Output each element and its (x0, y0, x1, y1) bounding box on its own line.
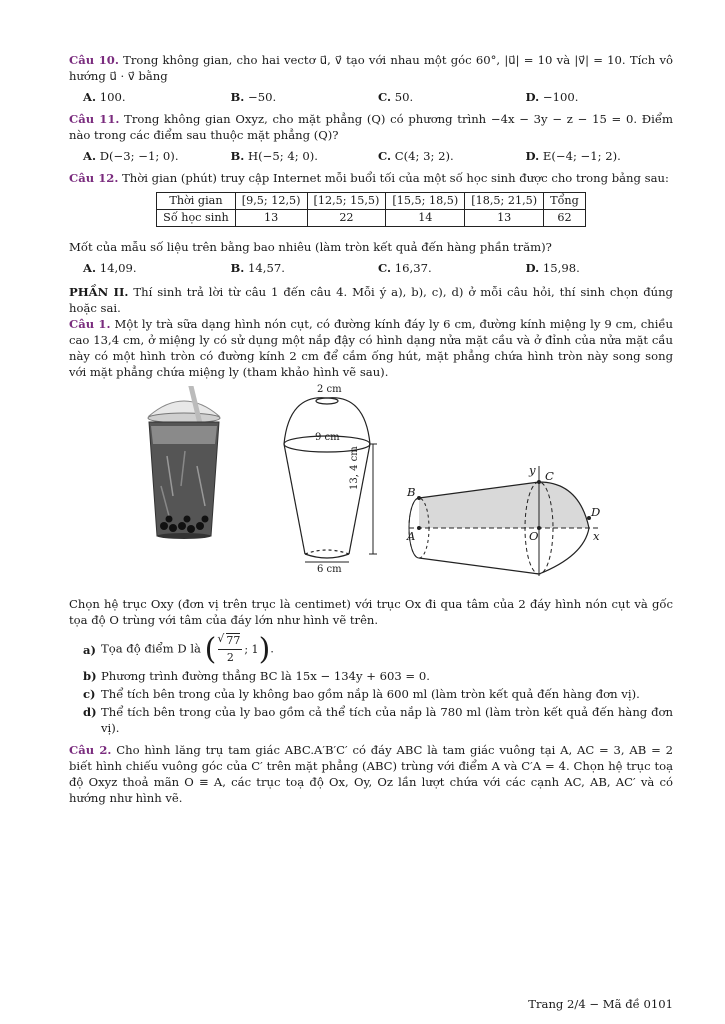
option-a[interactable]: A. 100. (83, 90, 126, 104)
frequency-table (156, 192, 586, 227)
option-d[interactable]: D. E(−4; −1; 2). (525, 149, 621, 163)
mouth-dim-label: 9 cm (315, 432, 340, 443)
table-cell: 14 (386, 210, 465, 227)
point-d-coordinates: ( √ 77 2 ; 1 ) (205, 633, 271, 666)
frequency-table-wrap (69, 192, 673, 227)
table-cell: Thời gian (157, 193, 236, 210)
option-b[interactable]: B. 14,57. (230, 261, 285, 275)
question-c2 (69, 742, 673, 806)
height-dim-label: 13, 4 cm (349, 446, 360, 490)
table-cell: [12,5; 15,5) (307, 193, 386, 210)
statement-b[interactable]: b) Phương trình đường thẳng BC là 15x − 134y + 603 = 0. (83, 669, 430, 683)
question-text: Cho hình lăng trụ tam giác ABC.A′B′C′ có đáy ABC là tam giác vuông tại A, AC = 3, AB = 2 biết hình chiếu vuông góc của C′ trên mặt phẳng (ABC) trùng với điểm A và C′A = 4. Chọn hệ trục toạ độ Oxyz thoả mãn O ≡ A, các trục toạ độ Ox, Oy, Oz lần lượt chứa với các cạnh AC, AB, AC′ và có hướng như hình vẽ. (69, 743, 674, 805)
part-2-intro (69, 284, 673, 316)
option-c[interactable]: C. 50. (378, 90, 414, 104)
question-text: Trong không gian, cho hai vectơ u⃗, v⃗ tạo với nhau một góc 60°, |u⃗| = 10 và |v⃗| = 10. Tích vô hướng u⃗ · v⃗ bằng (69, 53, 673, 83)
question-12-prompt: Mốt của mẫu số liệu trên bằng bao nhiêu (làm tròn kết quả đến hàng phần trăm)? (69, 240, 552, 254)
option-a[interactable]: A. D(−3; −1; 0). (83, 149, 179, 163)
question-text: Trong không gian Oxyz, cho mặt phẳng (Q) có phương trình −4x − 3y − z − 15 = 0. Điểm nào trong các điểm sau thuộc mặt phẳng (Q)? (69, 112, 673, 142)
point-b-label: B (407, 485, 416, 499)
question-label: Câu 12. (69, 171, 119, 185)
statement-a[interactable]: a) Tọa độ điểm D là ( √ 77 2 ; 1 ) . (83, 633, 673, 666)
c1-setup: Chọn hệ trục Oxy (đơn vị trên trục là centimet) với trục Ox đi qua tâm của 2 đáy hình nón cụt và gốc tọa độ O trùng với tâm của đáy lớn như hình vẽ trên. (69, 597, 673, 627)
table-cell: 13 (465, 210, 544, 227)
statement-c[interactable]: c) Thể tích bên trong của ly không bao gồm nắp là 600 ml (làm tròn kết quả đến hàng đơn vị). (83, 687, 640, 701)
table-cell: [15,5; 18,5) (386, 193, 465, 210)
options-11 (69, 148, 673, 164)
exam-page (69, 52, 673, 811)
question-11 (69, 111, 673, 143)
question-label: Câu 1. (69, 317, 111, 331)
question-label: Câu 11. (69, 112, 120, 126)
page-footer: Trang 2/4 − Mã đề 0101 (528, 997, 673, 1011)
table-cell: 13 (235, 210, 307, 227)
option-b[interactable]: B. H(−5; 4; 0). (230, 149, 318, 163)
option-a[interactable]: A. 14,09. (83, 261, 137, 275)
part-intro: Thí sinh trả lời từ câu 1 đến câu 4. Mỗi ý a), b), c), d) ở mỗi câu hỏi, thí sinh chọn đúng hoặc sai. (69, 285, 673, 315)
axis-x-label: x (593, 529, 600, 543)
table-cell: 22 (307, 210, 386, 227)
table-cell: Tổng (544, 193, 586, 210)
table-header-row (157, 193, 586, 210)
point-d-label: D (591, 505, 601, 519)
question-text: Một ly trà sữa dạng hình nón cụt, có đường kính đáy ly 6 cm, đường kính miệng ly 9 cm, chiều cao 13,4 cm, ở miệng ly có sử dụng một nắp đậy có hình dạng nửa mặt cầu và ở đỉnh của nửa mặt cầu này có một hình tròn có đường kính 2 cm để cắm ống hút, mặt phẳng chứa hình tròn này song song với mặt phẳng chứa miệng ly (tham khảo hình vẽ sau). (69, 317, 674, 379)
frustum-diagram (284, 398, 377, 562)
top-dim-label: 2 cm (317, 384, 342, 395)
question-12 (69, 170, 673, 186)
option-d[interactable]: D. 15,98. (525, 261, 580, 275)
options-10 (69, 89, 673, 105)
question-c1 (69, 316, 673, 380)
cup-figure-svg (69, 386, 673, 586)
coordinate-diagram (409, 466, 599, 576)
table-cell: [9,5; 12,5) (235, 193, 307, 210)
point-c-label: C (545, 469, 554, 483)
option-c[interactable]: C. 16,37. (378, 261, 432, 275)
c1-statements (69, 633, 673, 736)
table-cell: Số học sinh (157, 210, 236, 227)
bottom-dim-label: 6 cm (317, 564, 342, 575)
table-cell: [18,5; 21,5) (465, 193, 544, 210)
question-label: Câu 2. (69, 743, 112, 757)
point-o-label: O (529, 529, 539, 543)
axis-y-label: y (529, 463, 536, 477)
cup-figure (69, 386, 673, 586)
question-text: Thời gian (phút) truy cập Internet mỗi buổi tối của một số học sinh được cho trong bảng sau: (122, 171, 669, 185)
question-10 (69, 52, 673, 84)
part-title: PHẦN II. (69, 285, 129, 299)
option-d[interactable]: D. −100. (525, 90, 579, 104)
option-b[interactable]: B. −50. (230, 90, 277, 104)
bubble-tea-cup-illustration (148, 386, 220, 539)
table-cell: 62 (544, 210, 586, 227)
statement-d[interactable]: d) Thể tích bên trong của ly bao gồm cả thể tích của nắp là 780 ml (làm tròn kết quả đến hàng đơn vị). (83, 705, 673, 735)
table-row (157, 210, 586, 227)
question-label: Câu 10. (69, 53, 119, 67)
option-c[interactable]: C. C(4; 3; 2). (378, 149, 454, 163)
options-12 (69, 260, 673, 276)
point-a-label: A (407, 529, 416, 543)
